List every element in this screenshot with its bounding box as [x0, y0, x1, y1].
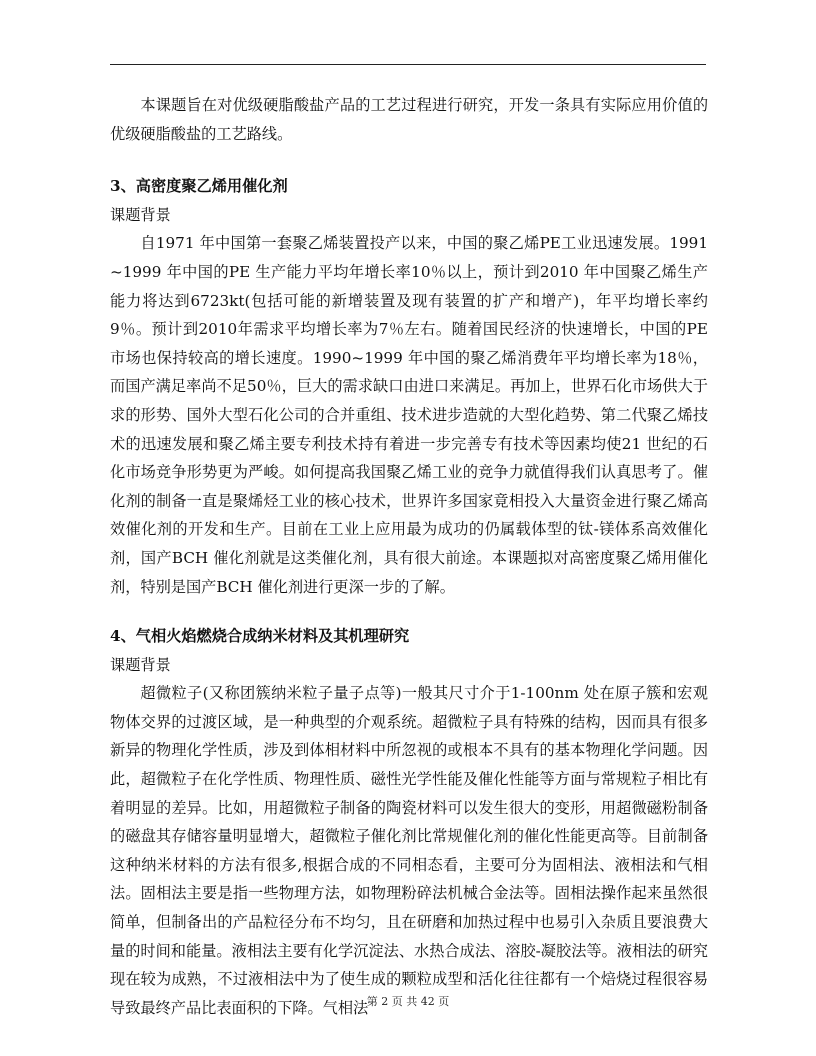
section-4-paragraph: 超微粒子(又称团簇纳米粒子量子点等)一般其尺寸介于1-100nm 处在原子簇和宏观物体交界的过渡区域，是一种典型的介观系统。超微粒子具有特殊的结构，因而具有很多新异的物理化学性质，涉及到体相材料中所忽视的或根本不具有的基本物理化学问题。因此，超微粒子在化学性质、物理性质、磁性光学性能及催化性能等方面与常规粒子相比有着明显的差异。比如，用超微粒子制备的陶瓷材料可以发生很大的变形，用超微磁粉制备的磁盘其存储容量明显增大，超微粒子催化剂比常规催化剂的催化性能更高等。目前制备这种纳米材料的方法有很多,根据合成的不同相态看，主要可分为固相法、液相法和气相法。固相法主要是指一些物理方法，如物理粉碎法机械合金法等。固相法操作起来虽然很简单，但制备出的产品粒径分布不均匀，且在研磨和加热过程中也易引入杂质且要浪费大量的时间和能量。液相法主要有化学沉淀法、水热合成法、溶胶-凝胶法等。液相法的研究现在较为成熟，不过液相法中为了使生成的颗粒成型和活化往往都有一个焙烧过程很容易导致最终产品比表面积的下降。气相法 — [110, 684, 708, 1017]
page-footer: 第 2 页 共 42 页 — [366, 995, 450, 1008]
header-rule — [110, 64, 706, 65]
section-spacer — [110, 601, 708, 622]
section-spacer — [110, 148, 708, 172]
section-4-label: 课题背景 — [110, 655, 171, 674]
section-3-title: 3、高密度聚乙烯用催化剂 — [110, 177, 288, 196]
intro-paragraph: 本课题旨在对优级硬脂酸盐产品的工艺过程进行研究，开发一条具有实际应用价值的优级硬脂酸盐的工艺路线。 — [110, 96, 708, 143]
section-3-paragraph: 自1971 年中国第一套聚乙烯装置投产以来，中国的聚乙烯PE工业迅速发展。1991~1999 年中国的PE 生产能力平均年增长率10％以上，预计到2010 年中国聚乙烯生产能力将达到6723kt(包括可能的新增装置及现有装置的扩产和增产)，年平均增长率约9％。预计到2010年需求平均增长率为7％左右。随着国民经济的快速增长，中国的PE 市场也保持较高的增长速度。1990~1999 年中国的聚乙烯消费年平均增长率为18％，而国产满足率尚不足50％，巨大的需求缺口由进口来满足。再加上，世界石化市场供大于求的形势、国外大型石化公司的合并重组、技术进步造就的大型化趋势、第二代聚乙烯技术的迅速发展和聚乙烯主要专利技术持有着进一步完善专有技术等因素均使21 世纪的石化市场竞争形势更为严峻。如何提高我国聚乙烯工业的竞争力就值得我们认真思考了。催化剂的制备一直是聚烯烃工业的核心技术，世界许多国家竟相投入大量资金进行聚乙烯高效催化剂的开发和生产。目前在工业上应用最为成功的仍属载体型的钛-镁体系高效催化剂，国产BCH 催化剂就是这类催化剂，具有很大前途。本课题拟对高密度聚乙烯用催化剂，特别是国产BCH 催化剂进行更深一步的了解。 — [110, 234, 708, 596]
section-3-label: 课题背景 — [110, 205, 171, 224]
section-4-title: 4、气相火焰燃烧合成纳米材料及其机理研究 — [110, 627, 410, 646]
page-body — [110, 91, 708, 1022]
